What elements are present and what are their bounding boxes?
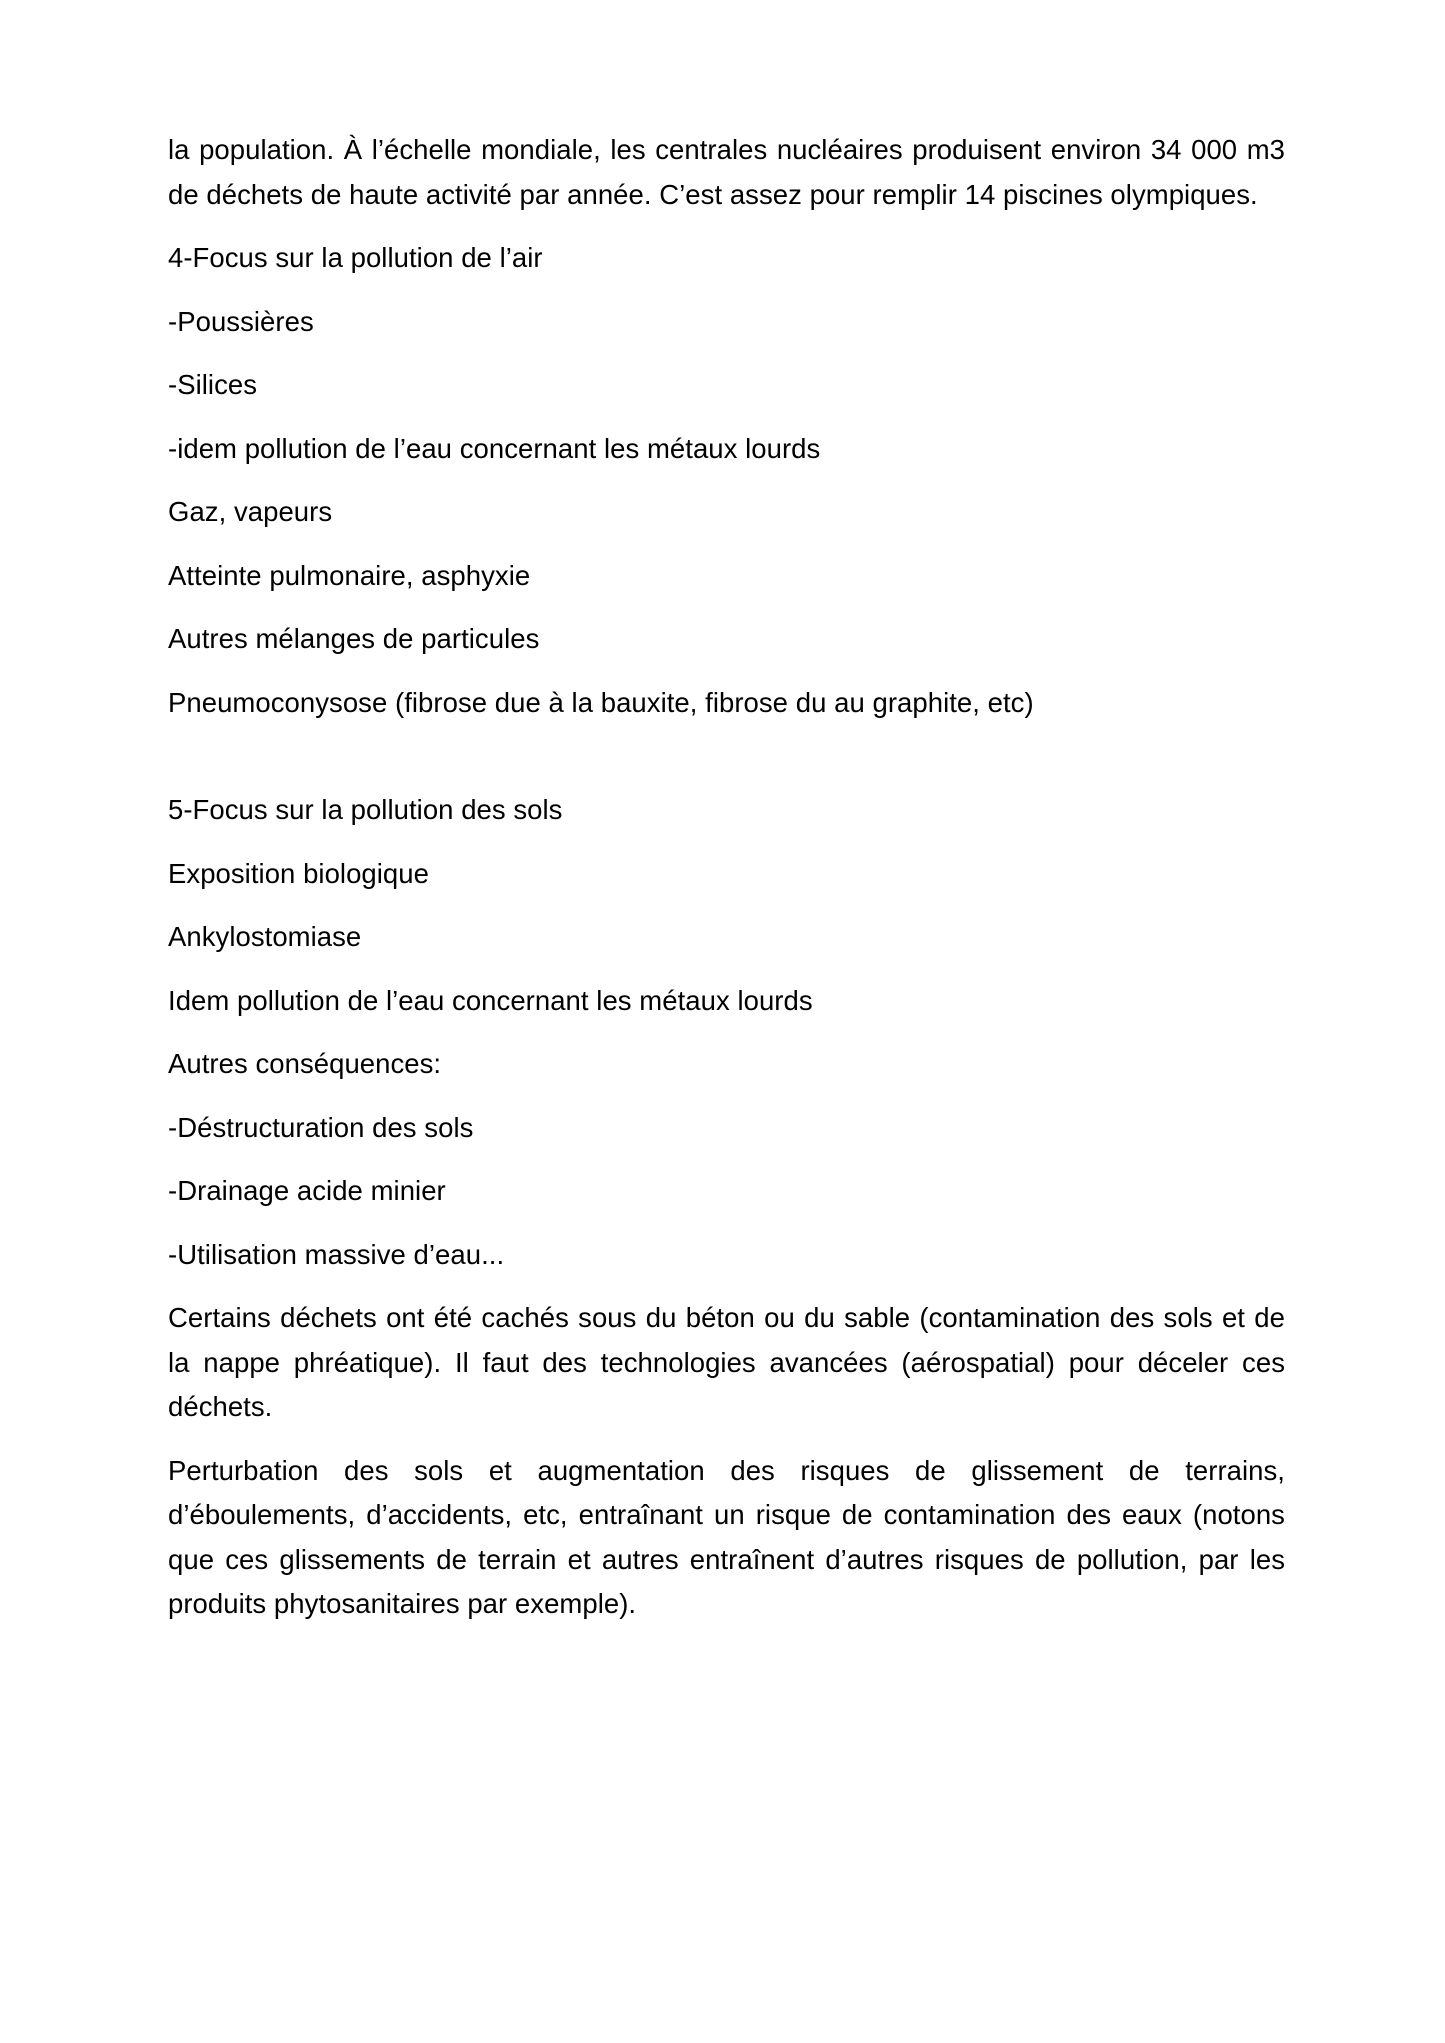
list-item-ankylostomiase: Ankylostomiase: [168, 921, 362, 952]
blank-line-separator: [168, 744, 1285, 788]
list-item-gaz-vapeurs: Gaz, vapeurs: [168, 496, 333, 527]
list-item-silices: -Silices: [168, 369, 258, 400]
paragraph-perturbation-sols: Perturbation des sols et augmentation des risques de glissement de terrains, d’éboulements, d’accidents, etc, entraînant un risque de contamination des eaux (notons que ces glissements de terrain et autres entraînent d’autres risques de pollution, par les produits phytosanitaires par exemple).: [168, 1454, 1285, 1619]
paragraph-intro: la population. À l’échelle mondiale, les centrales nucléaires produisent environ 34 000 m3 de déchets de haute activité par année. C’est assez pour remplir 14 piscines olympiques.: [168, 134, 1285, 210]
list-item-destructuration-sols: -Déstructuration des sols: [168, 1111, 474, 1143]
list-item-utilisation-massive-eau: -Utilisation massive d’eau...: [168, 1238, 505, 1270]
list-item-idem-metaux-lourds-sols: Idem pollution de l’eau concernant les métaux lourds: [168, 984, 813, 1016]
list-item-idem-metaux-lourds-air: -idem pollution de l’eau concernant les métaux lourds: [168, 432, 821, 464]
list-item-poussieres: -Poussières: [168, 305, 314, 337]
paragraph-dechets-caches: Certains déchets ont été cachés sous du béton ou du sable (contamination des sols et de la nappe phréatique). Il faut des technologies avancées (aérospatial) pour déceler ces déchets.: [168, 1302, 1285, 1422]
document-body: [168, 128, 1285, 1627]
list-item-drainage-acide-minier: -Drainage acide minier: [168, 1175, 446, 1206]
heading-section-4: 4-Focus sur la pollution de l’air: [168, 242, 543, 273]
heading-section-5: 5-Focus sur la pollution des sols: [168, 794, 563, 825]
list-item-exposition-biologique: Exposition biologique: [168, 857, 429, 889]
list-item-pneumoconysose: Pneumoconysose (fibrose due à la bauxite, fibrose du au graphite, etc): [168, 686, 1034, 718]
list-item-autres-melanges: Autres mélanges de particules: [168, 623, 540, 654]
list-item-autres-consequences: Autres conséquences:: [168, 1048, 442, 1079]
list-item-atteinte-pulmonaire: Atteinte pulmonaire, asphyxie: [168, 559, 531, 591]
